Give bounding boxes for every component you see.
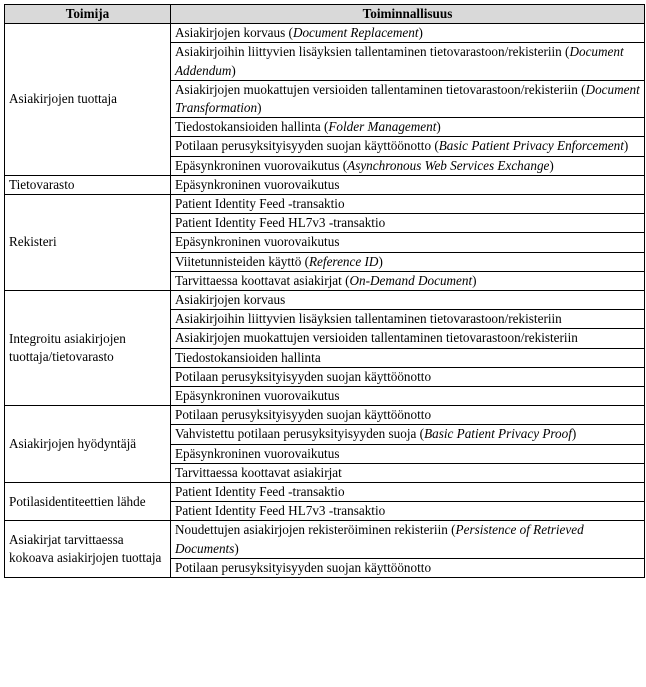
- header-functionality: Toiminnallisuus: [171, 5, 645, 24]
- functionality-text: Epäsynkroninen vuorovaikutus: [175, 388, 340, 404]
- table-row: [5, 195, 645, 214]
- functionality-text: Asiakirjoihin liittyvien lisäyksien tallentaminen tietovarastoon/rekisteriin (: [175, 44, 570, 60]
- functionality-tail: ): [231, 62, 236, 78]
- functionality-text: Patient Identity Feed -transaktio: [175, 484, 345, 500]
- functionality-cell: [171, 271, 645, 290]
- functionality-cell: [171, 43, 645, 80]
- functionality-text: Potilaan perusyksityisyyden suojan käyttöönotto (: [175, 138, 439, 154]
- header-row: [5, 5, 645, 24]
- functionality-text: Patient Identity Feed -transaktio: [175, 196, 345, 212]
- functionality-cell: [171, 156, 645, 175]
- functionality-cell: [171, 348, 645, 367]
- functionality-tail: ): [418, 25, 423, 41]
- functionality-cell: [171, 252, 645, 271]
- functionality-cell: [171, 80, 645, 117]
- functionality-cell: [171, 214, 645, 233]
- functionality-text: Epäsynkroninen vuorovaikutus (: [175, 157, 348, 173]
- actor-cell: Rekisteri: [5, 195, 171, 291]
- functionality-cell: [171, 195, 645, 214]
- functionality-tail: ): [472, 272, 477, 288]
- functionality-cell: [171, 387, 645, 406]
- functionality-text: Potilaan perusyksityisyyden suojan käyttöönotto: [175, 368, 432, 384]
- functionality-english-term: Asynchronous Web Services Exchange: [347, 157, 550, 173]
- functionality-text: Viitetunnisteiden käyttö (: [175, 253, 309, 269]
- functionality-cell: [171, 502, 645, 521]
- functionality-cell: [171, 521, 645, 558]
- functionality-cell: [171, 425, 645, 444]
- table-row: [5, 24, 645, 43]
- table-row: [5, 406, 645, 425]
- actor-cell: Integroitu asiakirjojen tuottaja/tietovarasto: [5, 291, 171, 406]
- functionality-text: Tiedostokansioiden hallinta: [175, 349, 321, 365]
- header-actor: Toimija: [5, 5, 171, 24]
- functionality-cell: [171, 558, 645, 577]
- functionality-cell: [171, 118, 645, 137]
- functionality-text: Asiakirjoihin liittyvien lisäyksien tallentaminen tietovarastoon/rekisteriin: [175, 311, 562, 327]
- functionality-text: Patient Identity Feed HL7v3 -transaktio: [175, 215, 386, 231]
- functionality-text: Potilaan perusyksityisyyden suojan käyttöönotto: [175, 407, 432, 423]
- functionality-tail: ): [378, 253, 383, 269]
- functionality-english-term: Folder Management: [328, 119, 437, 135]
- functionality-english-term: Document Addendum: [175, 44, 624, 78]
- actor-cell: Asiakirjat tarvittaessa kokoava asiakirjojen tuottaja: [5, 521, 171, 578]
- functionality-cell: [171, 483, 645, 502]
- functionality-cell: [171, 310, 645, 329]
- table-body: [5, 24, 645, 578]
- functionality-text: Vahvistettu potilaan perusyksityisyyden suoja (: [175, 426, 425, 442]
- functionality-text: Tarvittaessa koottavat asiakirjat: [175, 464, 342, 480]
- functionality-cell: [171, 291, 645, 310]
- functionality-cell: [171, 463, 645, 482]
- functionality-cell: [171, 406, 645, 425]
- functionality-cell: [171, 24, 645, 43]
- functionality-cell: [171, 233, 645, 252]
- functionality-tail: ): [623, 138, 629, 154]
- functionality-text: Patient Identity Feed HL7v3 -transaktio: [175, 503, 386, 519]
- functionality-english-term: Document Transformation: [175, 81, 640, 116]
- functionality-text: Epäsynkroninen vuorovaikutus: [175, 176, 340, 192]
- functionality-cell: [171, 175, 645, 194]
- functionality-text: Asiakirjojen korvaus: [175, 292, 286, 308]
- functionality-tail: ): [234, 540, 239, 556]
- actor-cell: Asiakirjojen hyödyntäjä: [5, 406, 171, 483]
- functionality-text: Epäsynkroninen vuorovaikutus: [175, 234, 340, 250]
- functionality-text: Tiedostokansioiden hallinta (: [175, 119, 329, 135]
- functionality-text: Asiakirjojen korvaus (: [175, 25, 293, 41]
- actor-cell: Asiakirjojen tuottaja: [5, 24, 171, 176]
- functionality-table: [4, 4, 645, 578]
- functionality-cell: [171, 444, 645, 463]
- functionality-tail: ): [436, 119, 441, 135]
- actor-cell: Tietovarasto: [5, 175, 171, 194]
- functionality-cell: [171, 367, 645, 386]
- functionality-text: Epäsynkroninen vuorovaikutus: [175, 445, 340, 461]
- functionality-text: Noudettujen asiakirjojen rekisteröiminen rekisteriin (: [175, 522, 456, 538]
- functionality-tail: ): [257, 100, 262, 116]
- table-row: [5, 483, 645, 502]
- functionality-cell: [171, 329, 645, 348]
- actor-cell: Potilasidentiteettien lähde: [5, 483, 171, 521]
- table-row: [5, 175, 645, 194]
- functionality-english-term: Reference ID: [309, 253, 379, 269]
- functionality-cell: [171, 137, 645, 156]
- functionality-text: Potilaan perusyksityisyyden suojan käyttöönotto: [175, 559, 432, 575]
- functionality-english-term: Basic Patient Privacy Proof: [424, 426, 572, 442]
- functionality-english-term: Basic Patient Privacy Enforcement: [438, 138, 624, 154]
- functionality-tail: ): [571, 426, 577, 442]
- functionality-tail: ): [549, 157, 554, 173]
- functionality-english-term: Persistence of Retrieved Documents: [175, 522, 584, 556]
- functionality-text: Tarvittaessa koottavat asiakirjat (: [175, 272, 350, 288]
- functionality-english-term: Document Replacement: [292, 25, 419, 41]
- functionality-english-term: On-Demand Document: [349, 272, 473, 288]
- table-row: [5, 291, 645, 310]
- functionality-text: Asiakirjojen muokattujen versioiden tallentaminen tietovarastoon/rekisteriin (: [175, 81, 586, 97]
- table-row: [5, 521, 645, 558]
- functionality-text: Asiakirjojen muokattujen versioiden tallentaminen tietovarastoon/rekisteriin: [175, 330, 578, 346]
